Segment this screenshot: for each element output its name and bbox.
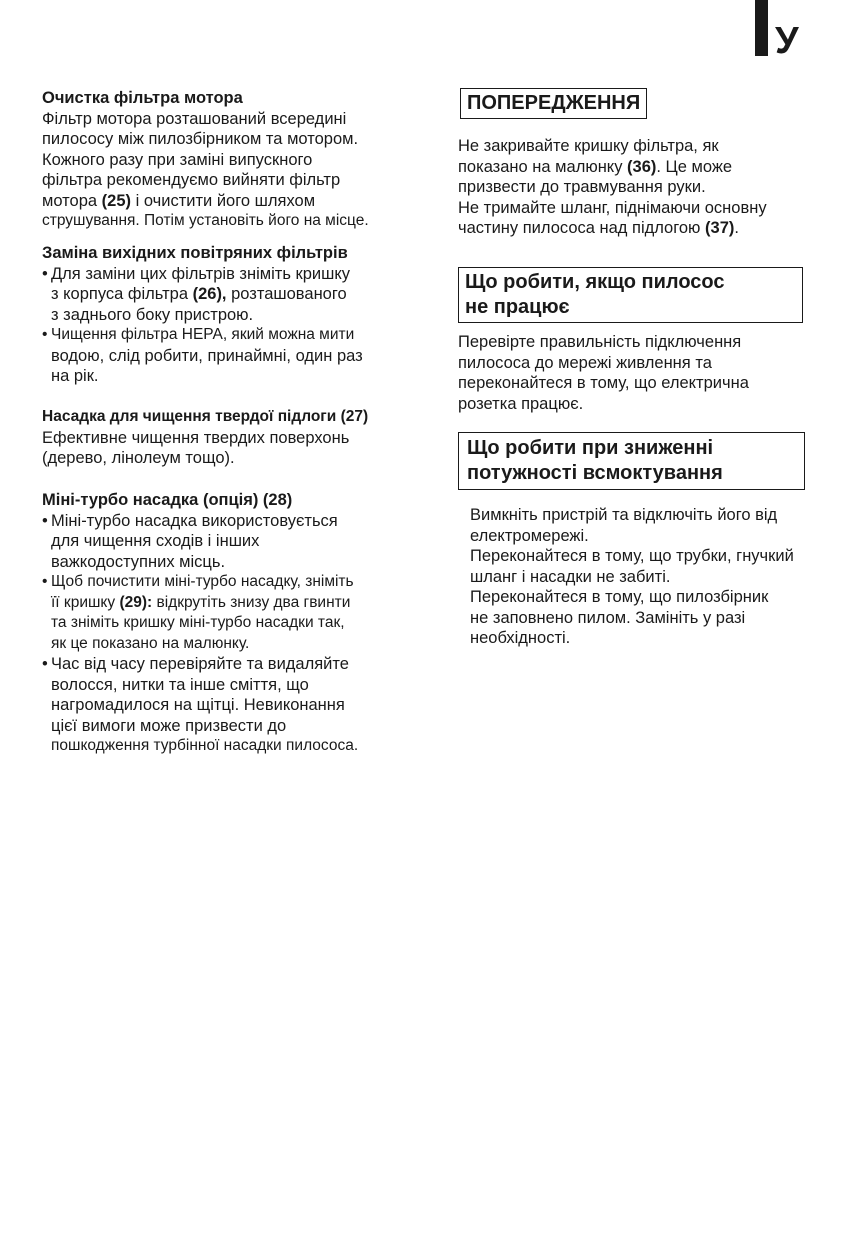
text-line: переконайтеся в тому, що електрична (458, 374, 749, 392)
text-line (51, 284, 422, 305)
text-line: струшування. Потім установіть його на місце. (42, 212, 369, 229)
section-title: Міні-турбо насадка (опція) (28) (42, 491, 293, 509)
box-title-line: Що робити, якщо пилосос (465, 271, 725, 293)
text-line: важкодоступних місць. (51, 552, 226, 571)
text-line: • Щоб почистити міні-турбо насадку, зніміть (51, 573, 354, 590)
text-line: призвести до травмування руки. (458, 178, 706, 196)
box-title-line: не працює (465, 296, 570, 318)
text: відкрутіть знизу два гвинти (152, 593, 351, 611)
text-line: • Міні-турбо насадка використовується (51, 511, 338, 530)
text-line: Не закривайте кришку фільтра, як (458, 137, 719, 155)
text-line: пилососу між пилозбірником та мотором. (42, 130, 359, 148)
bullet-item (42, 572, 422, 654)
text-line (51, 593, 422, 614)
troubleshoot-not-working-text (458, 332, 838, 414)
text-line: для чищення сходів і інших (51, 532, 260, 550)
warning-box (460, 88, 647, 119)
figure-ref: (25) (101, 191, 131, 210)
text-line: Вимкніть пристрій та відключіть його від (470, 506, 778, 524)
text: частину пилососа над підлогою (458, 219, 706, 237)
text-line: як це показано на малюнку. (51, 634, 250, 652)
text-line: водою, слід робити, принаймні, один раз (51, 346, 363, 365)
section-title: Очистка фільтра мотора (42, 89, 243, 107)
text: і очистити його шляхом (131, 191, 316, 210)
text-line: та зніміть кришку міні-турбо насадки так, (51, 614, 345, 631)
text-line: волосся, нитки та інше сміття, що (51, 675, 309, 694)
text-line (458, 218, 838, 239)
text-line: Переконайтеся в тому, що пилозбірник (470, 588, 769, 606)
text-line: необхідності. (470, 629, 571, 647)
text: мотора (42, 191, 102, 210)
text: розташованого (226, 285, 347, 303)
text-line: пилососа до мережі живлення та (458, 353, 712, 372)
section-title: Заміна вихідних повітряних фільтрів (42, 244, 348, 262)
text-line: розетка працює. (458, 394, 584, 413)
language-marker-letter: У (775, 20, 799, 62)
text: з корпуса фільтра (51, 285, 193, 303)
troubleshoot-low-suction-text (470, 505, 850, 649)
text-line: • Чищення фільтра HEPA, який можна мити (51, 326, 355, 343)
text-line (42, 191, 422, 212)
section-title: Насадка для чищення твердої підлоги (27) (42, 408, 369, 425)
text-line: пошкодження турбінної насадки пилососа. (51, 737, 359, 754)
warning-text (458, 136, 838, 239)
text-line: Переконайтеся в тому, що трубки, гнучкий (470, 547, 794, 565)
text-line (458, 157, 838, 178)
text: . (734, 219, 739, 237)
text-line: Кожного разу при заміні випускного (42, 150, 313, 169)
text-line: Перевірте правильність підключення (458, 333, 742, 351)
figure-ref: (36) (627, 157, 657, 176)
figure-ref: (26), (192, 285, 227, 303)
text-line: • Для заміни цих фільтрів зніміть кришку (51, 264, 351, 283)
bullet-item (42, 511, 422, 573)
bullet-item (42, 654, 422, 757)
section-motor-filter (42, 88, 422, 232)
figure-ref: (37) (705, 219, 735, 237)
text-line: фільтра рекомендуємо вийняти фільтр (42, 171, 341, 189)
figure-ref: (29): (119, 593, 153, 611)
text: . Це може (656, 157, 733, 176)
section-mini-turbo (42, 490, 422, 757)
warning-title: ПОПЕРЕДЖЕННЯ (460, 88, 647, 119)
language-marker-bar (755, 0, 768, 56)
text-line: Фільтр мотора розташований всередині (42, 109, 347, 128)
text: показано на малюнку (458, 157, 628, 176)
text-line: нагромадилося на щітці. Невиконання (51, 696, 345, 714)
troubleshoot-low-suction-box (458, 432, 805, 490)
text-line: Ефективне чищення твердих поверхонь (42, 428, 350, 447)
text-line: цієї вимоги може призвести до (51, 716, 287, 735)
text-line: Не тримайте шланг, піднімаючи основну (458, 198, 767, 217)
text-line: на рік. (51, 367, 99, 385)
text-line: (дерево, лінолеум тощо). (42, 449, 235, 467)
box-title-line: потужності всмоктування (467, 462, 723, 484)
text-line: • Час від часу перевіряйте та видаляйте (51, 655, 349, 673)
text-line: електромережі. (470, 526, 589, 545)
text-line: не заповнено пилом. Замініть у разі (470, 608, 746, 627)
bullet-item (42, 325, 422, 387)
text-line: з заднього боку пристрою. (51, 305, 254, 324)
text-line: шланг і насадки не забиті. (470, 567, 671, 586)
section-hard-floor-nozzle (42, 407, 422, 469)
bullet-item (42, 264, 422, 326)
text: її кришку (51, 593, 120, 611)
troubleshoot-not-working-box (458, 267, 803, 323)
section-exhaust-filters (42, 243, 422, 387)
box-title-line: Що робити при зниженні (467, 437, 714, 459)
